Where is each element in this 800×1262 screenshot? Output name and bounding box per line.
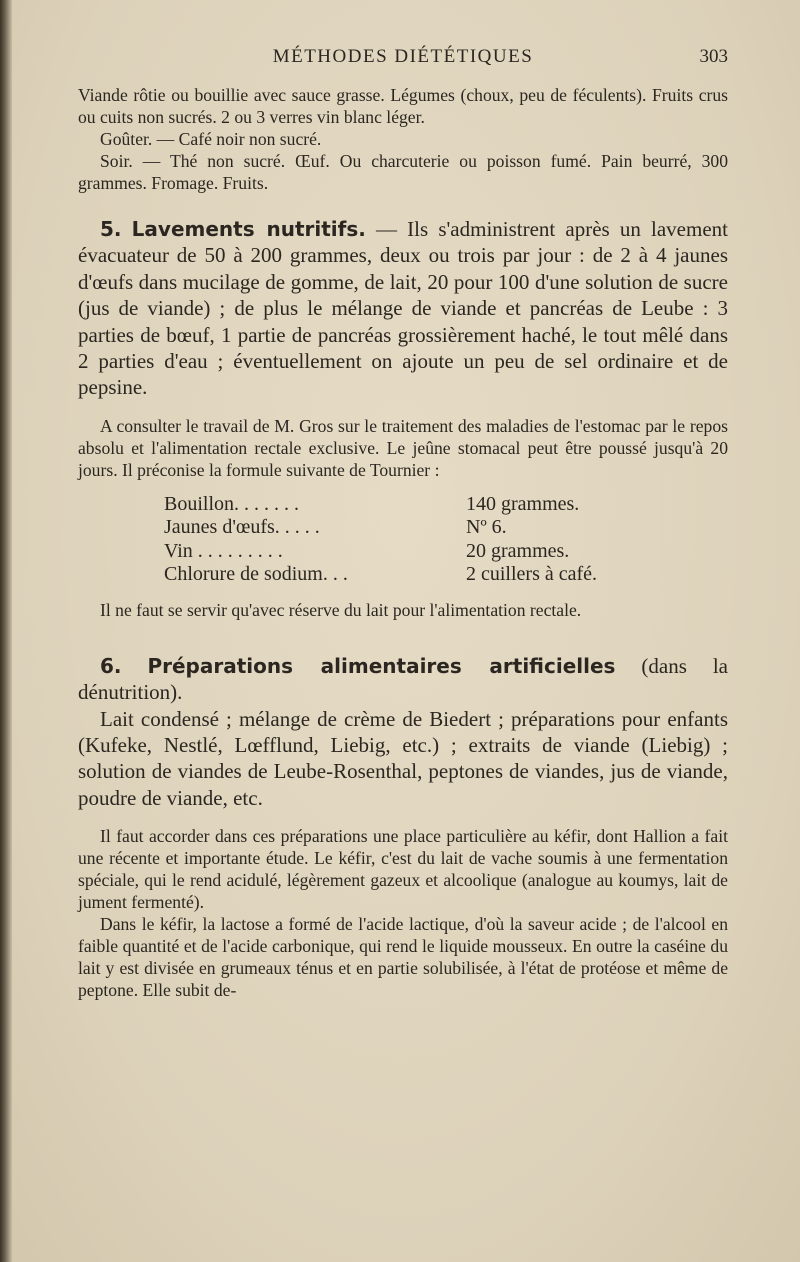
recipe-ingredient: Jaunes d'œufs. . . . .	[164, 516, 320, 539]
recipe-row	[164, 540, 664, 564]
recipe-table	[164, 493, 664, 587]
section-6-heading	[78, 653, 728, 706]
section-5-body: — Ils s'administrent après un lavement évacuateur de 50 à 200 grammes, deux ou trois par jour : de 2 à 4 jaunes d'œufs dans mucilage de gomme, de lait, 20 pour 100 d'une solution de sucre (jus de viande) ; de plus le mélange de viande et pancréas de Leube : 3 parties de bœuf, 1 partie de pancréas grossièrement haché, le tout mêlé dans 2 parties d'eau ; éventuellement on ajoute un peu de sel ordinaire et de pepsine.	[78, 217, 728, 400]
recipe-ingredient: Bouillon. . . . . . .	[164, 492, 300, 515]
section-5-title: Lavements nutritifs.	[131, 217, 366, 241]
section-6-title-suffix: (dans la dénutrition).	[78, 653, 728, 705]
section-6-body: Lait condensé ; mélange de crème de Biedert ; préparations pour enfants (Kufeke, Nestlé, Lœfflund, Liebig, etc.) ; extraits de viande (Liebig) ; solution de viandes de Leube-Rosenthal, peptones de viandes, jus de viande, poudre de viande, etc.	[78, 706, 728, 810]
section-5-number: 5.	[100, 217, 122, 241]
book-binding-edge	[0, 0, 12, 1262]
section-6-note-kefir-composition: Dans le kéfir, la lactose a formé de l'acide lactique, d'où la saveur acide ; de l'alcool en faible quantité et de l'acide carbonique, qui rend le liquide mousseux. En outre la caséine du lait y est divisée en grumeaux ténus et en partie solubilisée, à l'état de protéose et même de peptone. Elle subit de-	[78, 914, 728, 1001]
paragraph-gouter: Goûter. — Café noir non sucré.	[100, 129, 322, 149]
recipe-quantity: Nº 6.	[466, 516, 507, 539]
page-number: 303	[699, 46, 728, 67]
section-6-title: Préparations alimentaires artificielles	[147, 653, 616, 678]
paragraph-menu-lunch: Viande rôtie ou bouillie avec sauce grasse. Légumes (choux, peu de féculents). Fruits crus ou cuits non sucrés. 2 ou 3 verres vin blanc léger.	[78, 85, 728, 127]
page-content	[78, 84, 728, 1001]
recipe-quantity: 2 cuillers à café.	[466, 563, 598, 586]
recipe-row	[164, 516, 664, 540]
section-6-number: 6.	[100, 653, 122, 678]
section-5-paragraph	[78, 216, 728, 401]
paragraph-soir: Soir. — Thé non sucré. Œuf. Ou charcuterie ou poisson fumé. Pain beurré, 300 grammes. Fromage. Fruits.	[78, 151, 728, 193]
recipe-ingredient: Chlorure de sodium. . .	[164, 563, 348, 586]
page-header	[78, 46, 728, 76]
section-5-note: A consulter le travail de M. Gros sur le traitement des maladies de l'estomac par le repos absolu et l'alimentation rectale exclusive. Le jeûne stomacal peut être poussé jusqu'à 20 jours. Il préconise la formule suivante de Tournier :	[78, 415, 728, 480]
recipe-quantity: 140 grammes.	[466, 492, 580, 515]
section-6-note-kefir: Il faut accorder dans ces préparations une place particulière au kéfir, dont Hallion a fait une récente et importante étude. Le kéfir, c'est du lait de vache soumis à une fermentation spéciale, qui le rend acidulé, légèrement gazeux et alcoolique (analogue au koumys, lait de jument fermenté).	[78, 826, 728, 913]
running-head: MÉTHODES DIÉTÉTIQUES	[272, 46, 534, 67]
recipe-ingredient: Vin . . . . . . . . .	[164, 539, 283, 562]
recipe-quantity: 20 grammes.	[466, 539, 570, 562]
section-5-after-recipe: Il ne faut se servir qu'avec réserve du lait pour l'alimentation rectale.	[100, 599, 582, 620]
recipe-row	[164, 563, 664, 587]
recipe-row	[164, 493, 664, 517]
